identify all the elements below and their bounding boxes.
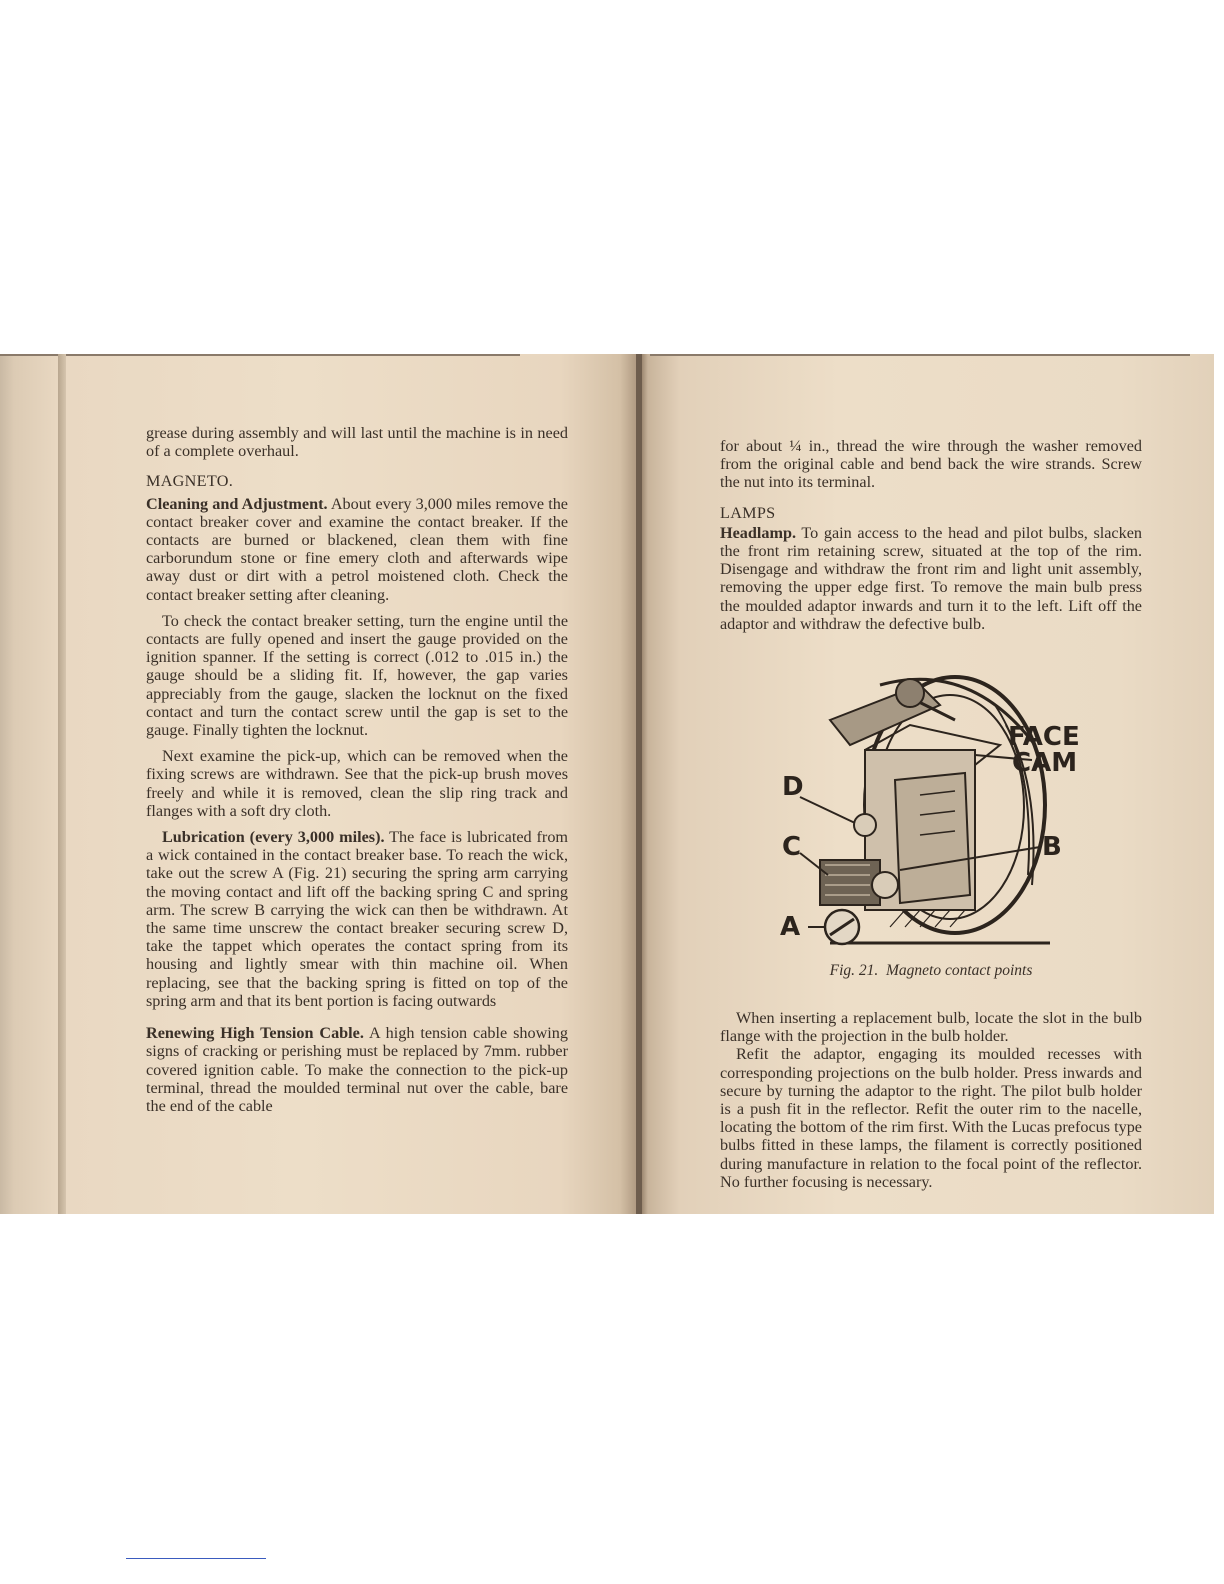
paragraph <box>146 828 568 1010</box>
paragraph: When inserting a replacement bulb, locate the slot in the bulb flange with the projection in the bulb holder. <box>720 1009 1142 1046</box>
paragraph: To check the contact breaker setting, turn the engine until the contacts are fully opened and insert the gauge provided on the ignition spanner. If the setting is correct (.012 to .015 in.) the gauge should be a sliding fit. If, however, the gap varies appreciably from the gauge, slacken the locknut on the fixed contact and turn the contact screw until the gap is set to the gauge. Finally tighten the locknut. <box>146 611 568 740</box>
figure-caption-text: Magneto contact points <box>886 962 1033 979</box>
left-column <box>146 424 568 1115</box>
run-in-heading: Cleaning and Adjustment. <box>146 494 328 513</box>
page-edge-strip <box>58 354 66 1214</box>
page-top-edge <box>650 354 1190 356</box>
paragraph-body: A high tension cable showing signs of cracking or perishing must be replaced by 7mm. rubber covered ignition cable. To make the connection to the pick-up terminal, thread the moulded terminal nut over the cable, bare the end of the cable <box>146 1024 568 1115</box>
paragraph-body: About every 3,000 miles remove the contact breaker cover and examine the contact breaker. If the contacts are burned or blackened, clean them with fine carborundum stone or fine emery cloth and afterwards wipe away dust or dirt with a petrol moistened cloth. Check the contact breaker setting after cleaning. <box>146 494 568 604</box>
paragraph: Next examine the pick-up, which can be removed when the fixing screws are withdrawn. See that the pick-up brush moves freely and while it is removed, clean the slip ring track and flanges with a soft dry cloth. <box>146 747 568 820</box>
book-spine <box>636 354 642 1214</box>
section-heading-lamps: LAMPS <box>720 503 776 522</box>
footnote-rule <box>126 1558 266 1559</box>
figure-label-c: C <box>782 832 802 862</box>
magneto-contact-points-figure <box>770 665 1080 955</box>
figure-label-cam: CAM <box>1012 748 1078 778</box>
right-column-bottom <box>720 1001 1142 1191</box>
paragraph <box>146 495 568 604</box>
figure-label-d: D <box>782 772 804 802</box>
figure-number: Fig. 21. <box>829 962 879 979</box>
run-in-heading: Lubrication (every 3,000 miles). <box>162 828 385 847</box>
figure-label-b: B <box>1042 832 1062 862</box>
figure-caption <box>720 962 1142 980</box>
figure-label-face: FACE <box>1008 722 1080 752</box>
right-column-top <box>720 437 1142 633</box>
paragraph-body: To gain access to the head and pilot bulbs, slacken the front rim retaining screw, situated at the top of the rim. Disengage and withdraw the front rim and light unit assembly, removing the upper edge first. To remove the main bulb press the moulded adaptor inwards and turn it to the left. Lift off the adaptor and withdraw the defective bulb. <box>720 523 1142 633</box>
figure-label-a: A <box>780 912 801 942</box>
page-top-edge <box>0 354 520 356</box>
paragraph: grease during assembly and will last until the machine is in need of a complete overhaul. <box>146 424 568 461</box>
paragraph <box>146 1024 568 1115</box>
paragraph: for about ¼ in., thread the wire through the washer removed from the original cable and bend back the wire strands. Screw the nut into its terminal. <box>720 437 1142 492</box>
paragraph-body: The face is lubricated from a wick contained in the contact breaker base. To reach the wick, take out the screw A (Fig. 21) securing the spring arm carrying the moving contact and lift off the backing spring C and spring arm. The screw B carrying the wick can then be withdrawn. At the same time unscrew the contact breaker securing screw D, take the tappet which operates the contact spring from its housing and lightly smear with thin machine oil. When replacing, see that the backing spring is fitted on top of the spring arm and that its bent portion is facing outwards <box>146 828 569 1010</box>
paragraph: Refit the adaptor, engaging its moulded recesses with corresponding projections on the bulb holder. Press inwards and secure by turning the adaptor to the right. The pilot bulb holder is a push fit in the reflector. Refit the outer rim to the nacelle, locating the bottom of the rim first. With the Lucas prefocus type bulbs fitted in these lamps, the filament is correctly positioned during manufacture in relation to the focal point of the reflector. No further focusing is necessary. <box>720 1045 1142 1191</box>
section-heading-magneto: MAGNETO. <box>146 472 234 491</box>
run-in-heading: Headlamp. <box>720 523 796 542</box>
run-in-heading: Renewing High Tension Cable. <box>146 1024 364 1043</box>
paragraph <box>720 524 1142 633</box>
